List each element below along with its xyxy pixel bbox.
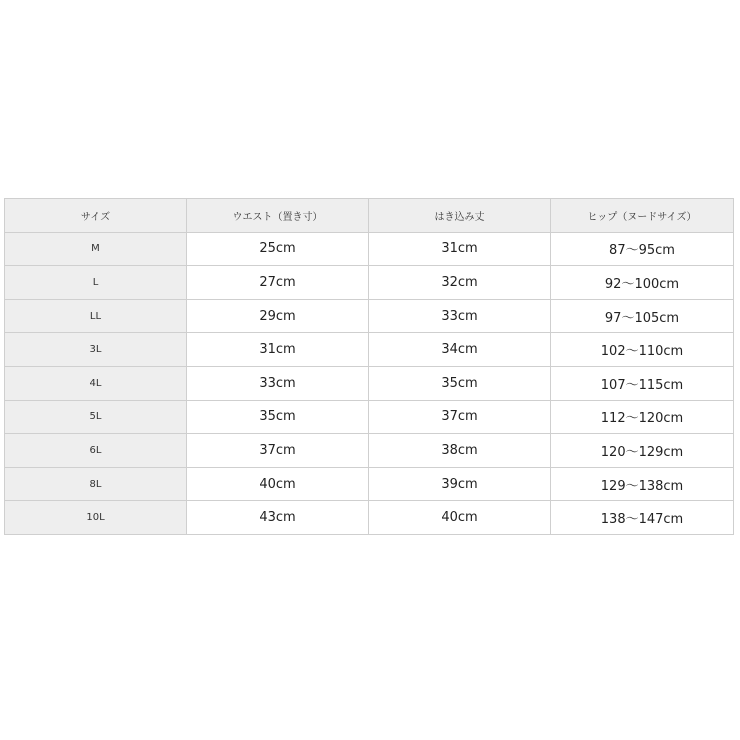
size-cell: 3L	[5, 333, 187, 367]
size-cell: 8L	[5, 467, 187, 501]
size-cell: 6L	[5, 434, 187, 468]
size-cell: 5L	[5, 400, 187, 434]
length-cell: 32cm	[369, 266, 551, 300]
hip-cell: 138〜147cm	[551, 501, 734, 535]
table-row	[5, 501, 734, 535]
size-cell: 10L	[5, 501, 187, 535]
header-length: はき込み丈	[369, 199, 551, 233]
hip-cell: 97〜105cm	[551, 299, 734, 333]
length-cell: 31cm	[369, 232, 551, 266]
table-row	[5, 299, 734, 333]
waist-cell: 40cm	[187, 467, 369, 501]
table-row	[5, 333, 734, 367]
hip-cell: 102〜110cm	[551, 333, 734, 367]
hip-cell: 107〜115cm	[551, 366, 734, 400]
table-row	[5, 266, 734, 300]
waist-cell: 29cm	[187, 299, 369, 333]
length-cell: 39cm	[369, 467, 551, 501]
waist-cell: 27cm	[187, 266, 369, 300]
waist-cell: 33cm	[187, 366, 369, 400]
table-row	[5, 467, 734, 501]
size-chart-table	[4, 198, 734, 535]
length-cell: 38cm	[369, 434, 551, 468]
size-cell: L	[5, 266, 187, 300]
header-waist: ウエスト（置き寸）	[187, 199, 369, 233]
table-row	[5, 434, 734, 468]
size-cell: 4L	[5, 366, 187, 400]
waist-cell: 43cm	[187, 501, 369, 535]
hip-cell: 112〜120cm	[551, 400, 734, 434]
header-size: サイズ	[5, 199, 187, 233]
hip-cell: 92〜100cm	[551, 266, 734, 300]
hip-cell: 87〜95cm	[551, 232, 734, 266]
size-cell: M	[5, 232, 187, 266]
waist-cell: 37cm	[187, 434, 369, 468]
table-row	[5, 232, 734, 266]
size-cell: LL	[5, 299, 187, 333]
waist-cell: 31cm	[187, 333, 369, 367]
length-cell: 34cm	[369, 333, 551, 367]
table-row	[5, 400, 734, 434]
length-cell: 33cm	[369, 299, 551, 333]
table-header-row	[5, 199, 734, 233]
hip-cell: 120〜129cm	[551, 434, 734, 468]
length-cell: 40cm	[369, 501, 551, 535]
length-cell: 37cm	[369, 400, 551, 434]
waist-cell: 35cm	[187, 400, 369, 434]
waist-cell: 25cm	[187, 232, 369, 266]
header-hip: ヒップ（ヌードサイズ）	[551, 199, 734, 233]
length-cell: 35cm	[369, 366, 551, 400]
hip-cell: 129〜138cm	[551, 467, 734, 501]
table-row	[5, 366, 734, 400]
